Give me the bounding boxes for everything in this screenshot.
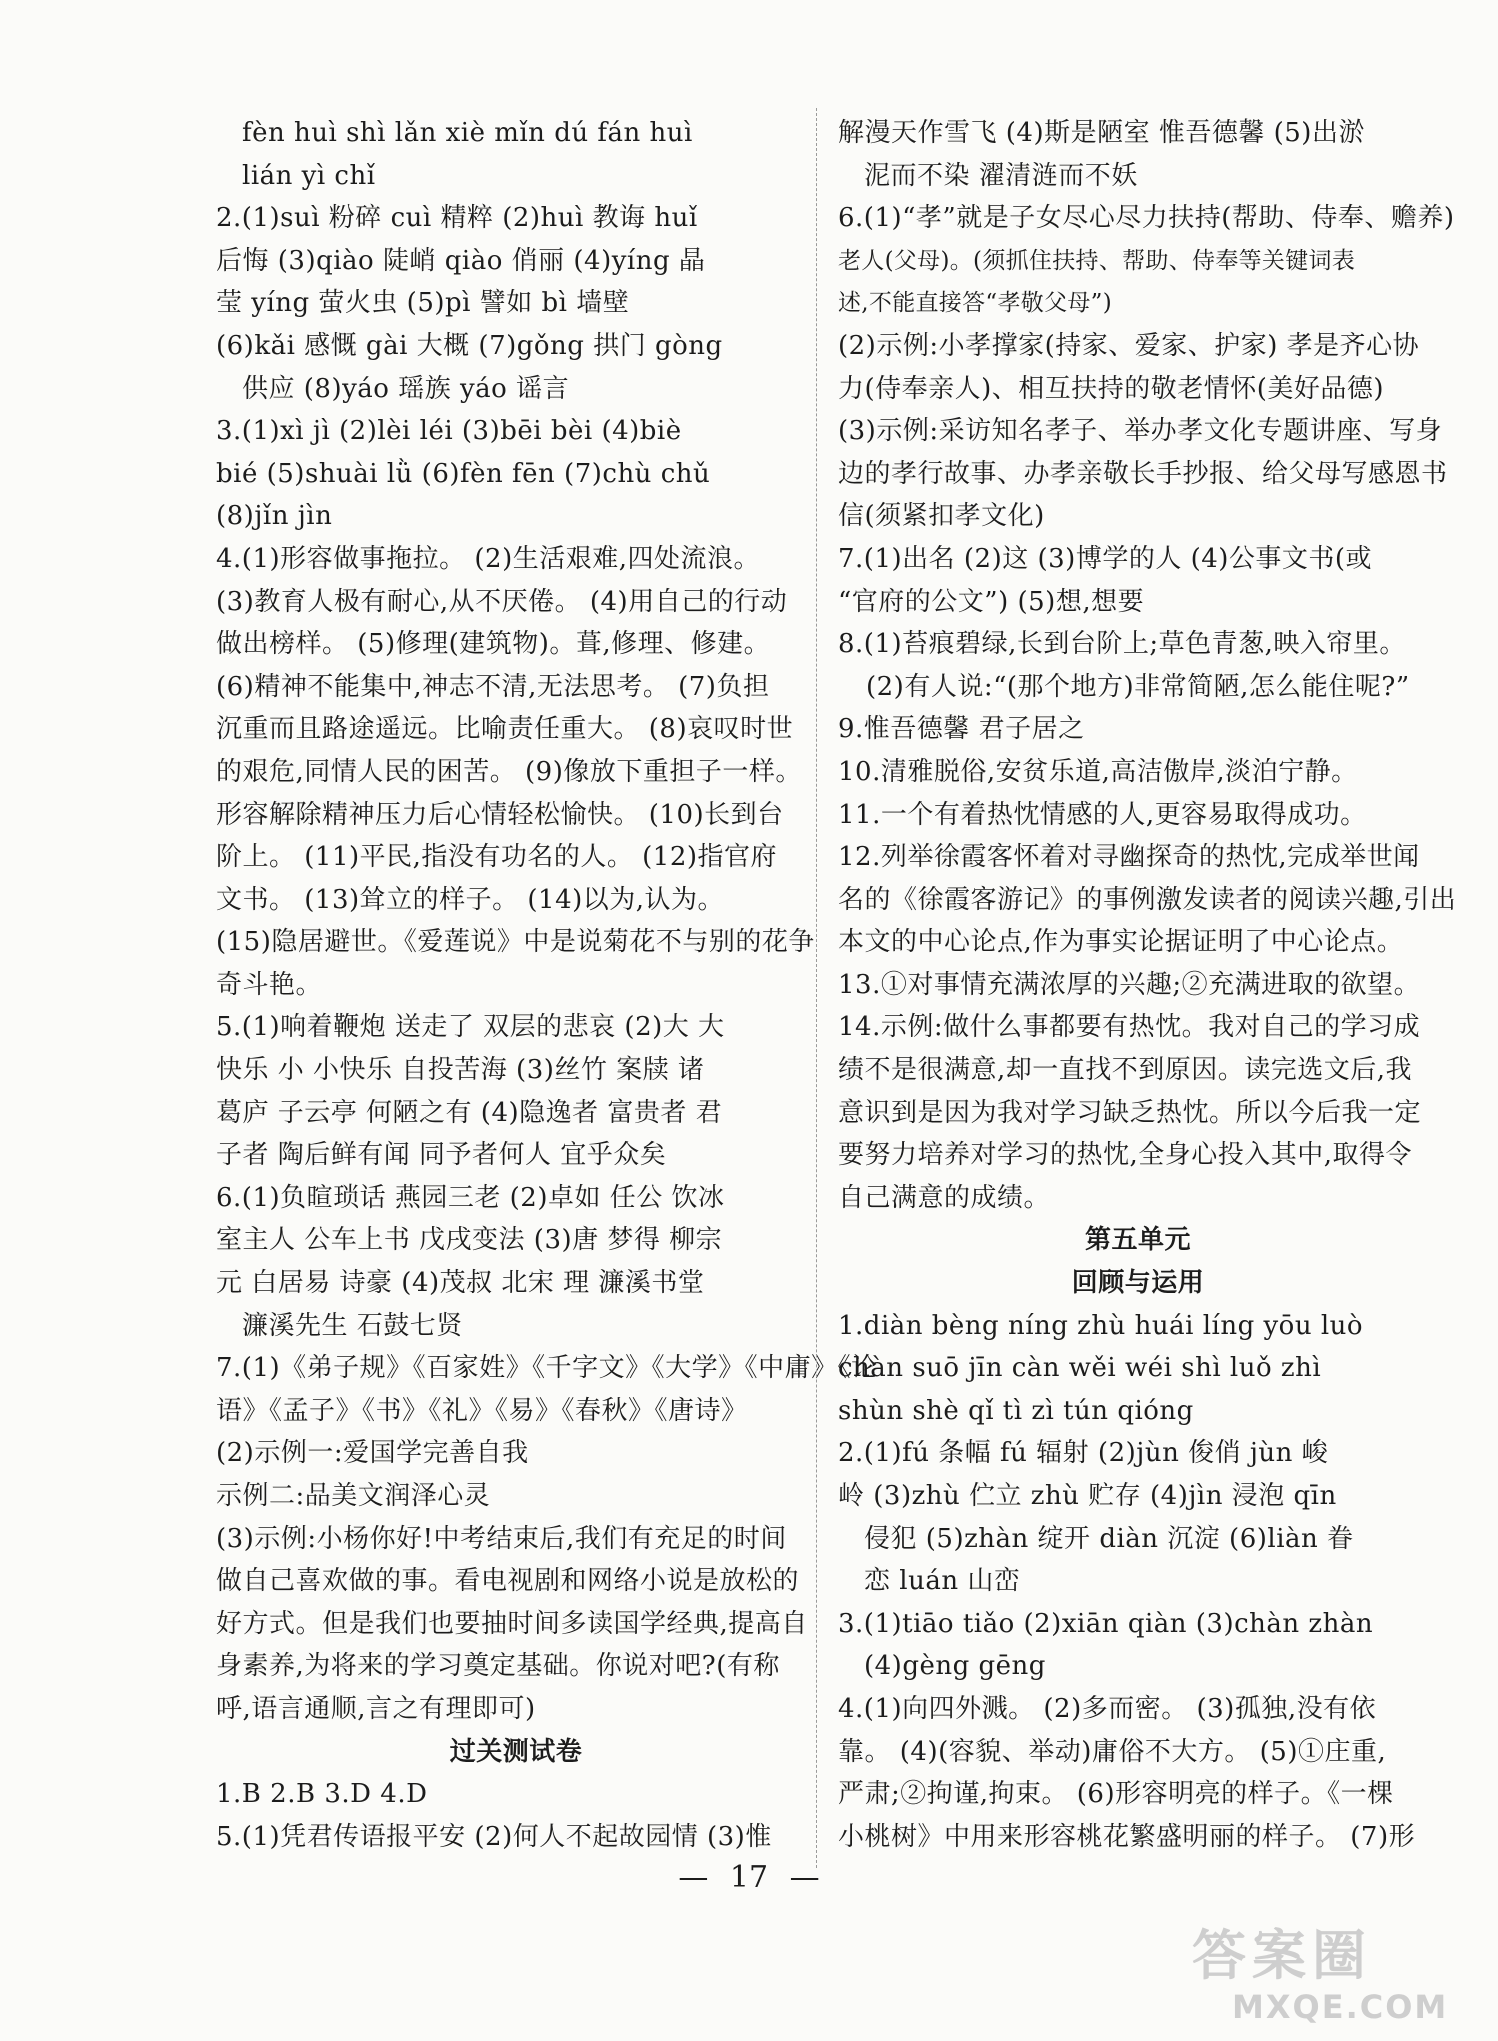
answer-line: 1.diàn bèng níng zhù huái líng yōu luò	[838, 1310, 1364, 1341]
answer-line: 示例二:品美文润泽心灵	[216, 1481, 491, 1511]
answer-line: 要努力培养对学习的热忱,全身心投入其中,取得令	[838, 1140, 1413, 1171]
answer-line: 沉重而且路途遥远。比喻责任重大。 (8)哀叹时世	[216, 714, 794, 745]
footer-dash-left: —	[678, 1860, 709, 1895]
answer-line: 老人(父母)。(须抓住扶持、帮助、侍奉等关键词表	[838, 247, 1356, 274]
answer-line: 3.(1)tiāo tiǎo (2)xiān qiàn (3)chàn zhàn	[838, 1608, 1374, 1639]
answer-line: 濂溪先生 石鼓七贤	[242, 1310, 463, 1341]
answer-line: 做自己喜欢做的事。看电视剧和网络小说是放松的	[216, 1566, 800, 1597]
answer-line: lián yì chǐ	[242, 160, 376, 191]
answer-line: 3.(1)xì jì (2)lèi léi (3)bēi bèi (4)biè	[216, 416, 682, 447]
answer-line: 葛庐 子云亭 何陋之有 (4)隐逸者 富贵者 君	[216, 1097, 723, 1128]
section-heading: 第五单元	[1084, 1225, 1191, 1256]
answer-line: 10.清雅脱俗,安贫乐道,高洁傲岸,淡泊宁静。	[838, 756, 1358, 787]
answer-line: 名的《徐霞客游记》的事例激发读者的阅读兴趣,引出	[838, 884, 1457, 915]
answer-line: (2)有人说:“(那个地方)非常简陋,怎么能住呢?”	[866, 671, 1410, 702]
answer-line: (6)精神不能集中,神志不清,无法思考。 (7)负担	[216, 671, 770, 702]
right-column	[838, 112, 1457, 1858]
answer-line: 边的孝行故事、办孝亲敬长手抄报、给父母写感恩书	[838, 458, 1448, 489]
answer-line: 供应 (8)yáo 瑶族 yáo 谣言	[242, 373, 570, 404]
answer-line: 4.(1)向四外溅。 (2)多而密。 (3)孤独,没有依	[838, 1693, 1377, 1724]
answer-line: 元 白居易 诗豪 (4)茂叔 北宋 理 濂溪书堂	[216, 1268, 705, 1299]
answer-line: shùn shè qǐ tì zì tún qióng	[838, 1395, 1194, 1426]
answer-line: “官府的公文”) (5)想,想要	[838, 586, 1145, 617]
answer-line: 5.(1)响着鞭炮 送走了 双层的悲哀 (2)大 大	[216, 1012, 725, 1043]
answer-line: 12.列举徐霞客怀着对寻幽探奇的热忱,完成举世闻	[838, 842, 1420, 873]
answer-line: fèn huì shì lǎn xiè mǐn dú fán huì	[242, 118, 693, 148]
answer-line: 解漫天作雪飞 (4)斯是陋室 惟吾德馨 (5)出淤	[838, 118, 1365, 148]
answer-line: 6.(1)负暄琐话 燕园三老 (2)卓如 任公 饮冰	[216, 1182, 725, 1213]
watermark-logo	[1192, 1925, 1498, 2041]
answer-line: 奇斗艳。	[216, 969, 323, 1000]
answer-line: 述,不能直接答“孝敬父母”)	[838, 290, 1113, 317]
answer-line: 2.(1)suì 粉碎 cuì 精粹 (2)huì 教诲 huǐ	[216, 203, 698, 234]
answer-line: (4)gèng gēng	[864, 1651, 1046, 1682]
page-number: 17	[729, 1860, 769, 1895]
answer-line: 小桃树》中用来形容桃花繁盛明丽的样子。 (7)形	[838, 1821, 1416, 1852]
section-heading: 回顾与运用	[1071, 1268, 1205, 1299]
left-column	[216, 112, 878, 1858]
answer-line: 的艰危,同情人民的困苦。 (9)像放下重担子一样。	[216, 756, 802, 787]
watermark-url: MXQE.COM	[1232, 1988, 1449, 2026]
answer-line: 后悔 (3)qiào 陡峭 qiào 俏丽 (4)yíng 晶	[216, 245, 706, 276]
answer-line: 本文的中心论点,作为事实论据证明了中心论点。	[838, 927, 1404, 958]
answer-line: 靠。 (4)(容貌、举动)庸俗不大方。 (5)①庄重,	[838, 1736, 1387, 1767]
answer-line: 力(侍奉亲人)、相互扶持的敬老情怀(美好品德)	[838, 373, 1385, 404]
answer-line: 快乐 小 小快乐 自投苦海 (3)丝竹 案牍 诸	[216, 1055, 705, 1086]
answer-line: 13.①对事情充满浓厚的兴趣;②充满进取的欲望。	[838, 969, 1421, 1000]
answer-line: 信(须紧扣孝文化)	[838, 501, 1045, 532]
answer-line: 身素养,为将来的学习奠定基础。你说对吧?(有称	[216, 1651, 780, 1682]
answer-line: bié (5)shuài lǜ (6)fèn fēn (7)chù chǔ	[216, 458, 711, 489]
answer-line: 8.(1)苔痕碧绿,长到台阶上;草色青葱,映入帘里。	[838, 629, 1406, 660]
answer-line: 1.B 2.B 3.D 4.D	[216, 1779, 428, 1810]
page-footer	[0, 1860, 1498, 1895]
answer-line: 14.示例:做什么事都要有热忱。我对自己的学习成	[838, 1012, 1421, 1043]
answer-line: (3)示例:小杨你好!中考结束后,我们有充足的时间	[216, 1523, 787, 1554]
answer-line: 6.(1)“孝”就是子女尽心尽力扶持(帮助、侍奉、赡养)	[838, 203, 1455, 234]
answer-line: (2)示例:小孝撑家(持家、爱家、护家) 孝是齐心协	[838, 330, 1420, 361]
answer-line: 侵犯 (5)zhàn 绽开 diàn 沉淀 (6)liàn 眷	[864, 1523, 1354, 1554]
answer-line: 4.(1)形容做事拖拉。 (2)生活艰难,四处流浪。	[216, 543, 760, 574]
answer-line: 岭 (3)zhù 伫立 zhù 贮存 (4)jìn 浸泡 qīn	[838, 1481, 1337, 1511]
answer-line: 好方式。但是我们也要抽时间多读国学经典,提高自	[216, 1608, 808, 1639]
answer-line: 11.一个有着热忱情感的人,更容易取得成功。	[838, 799, 1367, 830]
answer-line: 意识到是因为我对学习缺乏热忱。所以今后我一定	[838, 1097, 1422, 1128]
section-heading: 过关测试卷	[449, 1736, 583, 1767]
answer-line: 子者 陶后鲜有闻 同予者何人 宜乎众矣	[216, 1140, 667, 1171]
answer-line: 语》《孟子》《书》《礼》《易》《春秋》《唐诗》	[216, 1395, 748, 1426]
answer-line: 9.惟吾德馨 君子居之	[838, 714, 1085, 745]
answer-line: 形容解除精神压力后心情轻松愉快。 (10)长到台	[216, 799, 784, 830]
answer-line: 做出榜样。 (5)修理(建筑物)。葺,修理、修建。	[216, 629, 771, 660]
answer-line: 7.(1)出名 (2)这 (3)博学的人 (4)公事文书(或	[838, 543, 1373, 574]
answer-line: (6)kǎi 感慨 gài 大概 (7)gǒng 拱门 gòng	[216, 330, 723, 361]
column-divider	[816, 108, 817, 1868]
footer-dash-right: —	[789, 1860, 820, 1895]
answer-line: 2.(1)fú 条幅 fú 辐射 (2)jùn 俊俏 jùn 峻	[838, 1438, 1329, 1469]
answer-line: 室主人 公车上书 戊戌变法 (3)唐 梦得 柳宗	[216, 1225, 723, 1256]
answer-line: 绩不是很满意,却一直找不到原因。读完选文后,我	[838, 1055, 1413, 1086]
answer-line: 阶上。 (11)平民,指没有功名的人。 (12)指官府	[216, 842, 778, 873]
answer-line: 泥而不染 濯清涟而不妖	[864, 160, 1138, 191]
answer-line: (15)隐居避世。《爱莲说》中是说菊花不与别的花争	[216, 927, 815, 958]
answer-line: 5.(1)凭君传语报平安 (2)何人不起故园情 (3)惟	[216, 1821, 772, 1852]
answer-line: (3)教育人极有耐心,从不厌倦。 (4)用自己的行动	[216, 586, 788, 617]
answer-line: chàn suō jīn càn wěi wéi shì luǒ zhì	[838, 1353, 1322, 1384]
answer-line: 呼,语言通顺,言之有理即可)	[216, 1693, 536, 1724]
answer-line: 莹 yíng 萤火虫 (5)pì 譬如 bì 墙壁	[216, 288, 630, 319]
answer-line: 严肃;②拘谨,拘束。 (6)形容明亮的样子。《一棵	[838, 1779, 1394, 1810]
answer-line: 恋 luán 山峦	[864, 1566, 1021, 1597]
answer-line: (2)示例一:爱国学完善自我	[216, 1438, 529, 1469]
answer-line: 7.(1)《弟子规》《百家姓》《千字文》《大学》《中庸》《论	[216, 1353, 878, 1384]
answer-line: 文书。 (13)耸立的样子。 (14)以为,认为。	[216, 884, 725, 915]
watermark-title: 答案圈	[1192, 1924, 1372, 1987]
answer-line: 自己满意的成绩。	[838, 1182, 1051, 1213]
answer-line: (8)jǐn jìn	[216, 501, 333, 532]
answer-line: (3)示例:采访知名孝子、举办孝文化专题讲座、写身	[838, 416, 1443, 447]
